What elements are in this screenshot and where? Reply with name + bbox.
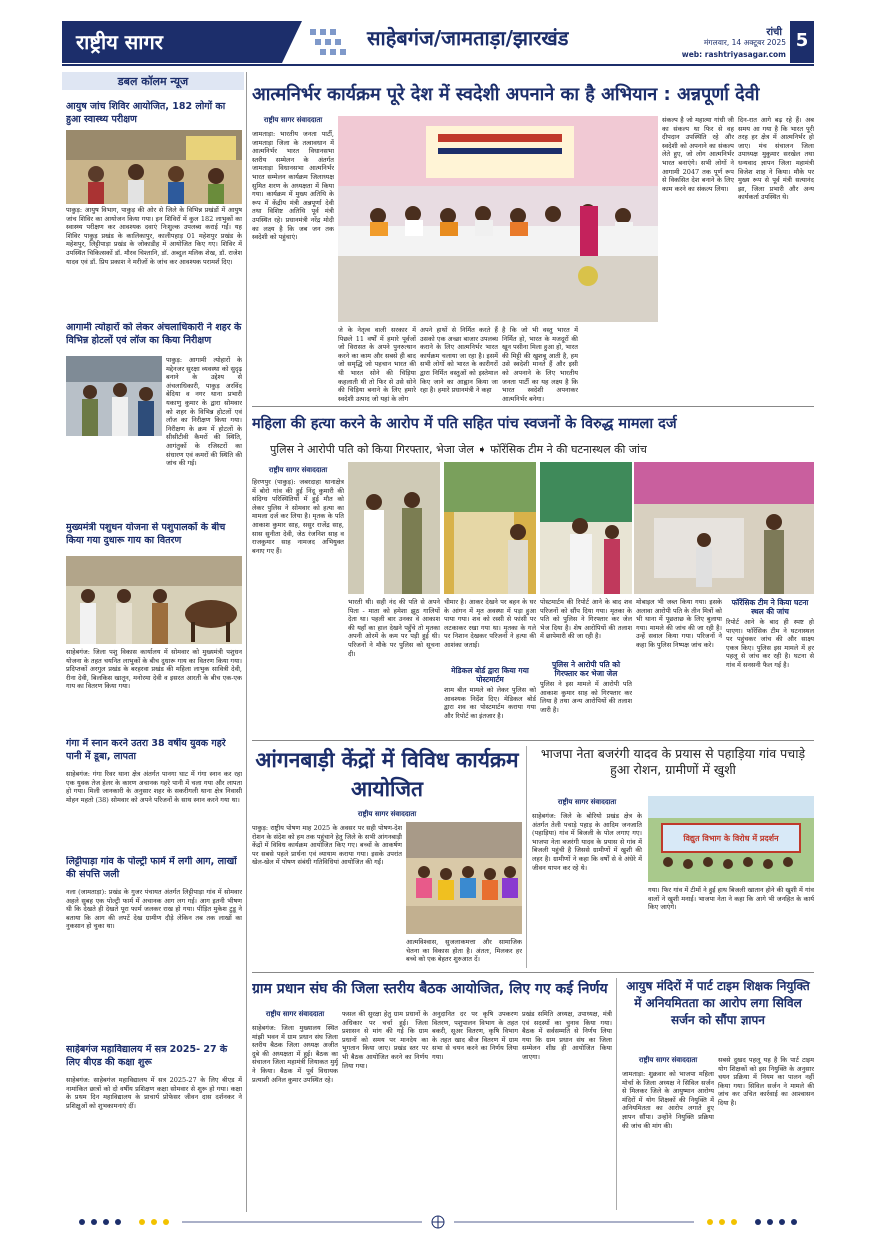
crime-side-2-head: पुलिस ने आरोपी पति को गिरफ्तार कर भेजा जेल — [551, 660, 621, 678]
masthead-date: मंगलवार, 14 अक्टूबर 2025 — [703, 38, 786, 47]
lead-byline: राष्ट्रीय सागर संवाददाता — [263, 116, 323, 124]
crime-byline: राष्ट्रीय सागर संवाददाता — [268, 466, 328, 474]
bjp-byline: राष्ट्रीय सागर संवाददाता — [557, 798, 617, 806]
ayush-col-1: जामताड़ा: शुक्रवार को भाजपा महिला मोर्चा के जिला अध्यक्ष ने सिविल सर्जन से मिलकर जिले के आयुष्मान आरोग्य मंदिरों में योग शिक्षकों की नियुक्ति में अनियमितता का आरोप लगाते हुए ज्ञापन सौंपा। उन्होंने नियुक्ति प्रक्रिया की जांच की मांग की। — [622, 1070, 714, 1130]
gram-byline: राष्ट्रीय सागर संवाददाता — [265, 1010, 325, 1018]
bjp-photo-banner: विद्युत विभाग के विरोध में प्रदर्शन — [683, 834, 779, 843]
ayush-camp-photo — [66, 130, 242, 204]
masthead-rule — [62, 64, 814, 66]
left-headline-3[interactable]: मुख्यमंत्री पशुधन योजना से पशुपालकों के बीच किया गया दुधारू गाय का वितरण — [66, 522, 226, 546]
brand-name[interactable]: राष्ट्रीय सागर — [76, 30, 163, 54]
masthead-city: रांची — [766, 27, 782, 38]
crime-side-1: शाम बीत मामले को लेकर पुलिस को आवश्यक निर्देश दिए। मेडिकल बोर्ड द्वारा शव का पोस्टमार्टम कराया गया और रिपोर्ट का इंतजार है। — [444, 686, 536, 720]
dot-pattern-graphic — [262, 21, 382, 63]
anganwadi-headline[interactable]: आंगनबाड़ी केंद्रों में विविध कार्यक्रम आयोजित — [255, 748, 519, 801]
anganwadi-caption: आत्मविश्वास, सुजलाकमत्ता और सामाजिक चेतना का विकास होता है। अंततः, मिलकर हर बच्चे को एक बेहतर शुरुआत दें। — [406, 938, 522, 964]
footer-bar — [62, 1214, 814, 1230]
lead-col-5: संकल्प है जो महात्मा गांधी जी का संकल्प था फिर से वह दीपदान उपस्थिति रहे और स्वदेशी को अपनाने का संकल्प लेते हुए, जो लोग आत्मनिर्भर भारत बनाएंगे। सभी लोगों ने आगामी 2047 तक पूर्ण रूप से विकसित देश बनाने के लिए काम करने का संकल्प लिया। — [662, 116, 734, 193]
left-headline-6[interactable]: साहेबगंज महाविद्यालय में सत्र 2025- 27 के लिए बीएड की कक्षा शुरू — [66, 1044, 228, 1068]
crime-col-4: पोस्टमार्टम की रिपोर्ट आने के बाद शव परिजनों को सौंप दिया गया। मृतका के पति को पुलिस ने गिरफ्तार कर जेल भेज दिया है। शेष आरोपियों की तलाश में छापेमारी की जा रही है। — [540, 598, 632, 641]
crime-side-1-head: मेडिकल बोर्ड द्वारा किया गया पोस्टमार्टम — [451, 666, 529, 684]
double-column-label: डबल कॉलम न्यूज — [117, 75, 189, 88]
left-story-4-body: साहेबगंज: गंगा रिवर थाना क्षेत्र अंतर्गत पानगा घाट में गंगा स्नान कर रहा एक युवक तेज हेलर के कारण अचानक गहरे पानी में चला गया और लापता हो गया। मिली जानकारी के अनुसार शहर के सकरीगली थाना क्षेत्र निवासी मोहन महतो (38) सोमवार को अपने परिजनों के साथ स्नान करने गया था। — [66, 770, 242, 804]
crime-subhead: पुलिस ने आरोपी पति को किया गिरफ्तार, भेजा जेल ➧ फॉरेंसिक टीम ने की घटनास्थल की जांच — [270, 443, 647, 456]
ayush-col-2: सबसे दुखद पहलू यह है कि पार्ट टाइम योग शिक्षकों को इस नियुक्ति के अनुसार चयन प्रक्रिया में नियम का पालन नहीं किया गया। सिविल सर्जन ने मामले की जांच कर उचित कार्रवाई का आश्वासन दिया है। — [718, 1056, 814, 1107]
crime-scene-photo-3 — [634, 462, 814, 594]
lead-event-photo — [338, 116, 658, 322]
left-story-3-body: साहेबगंज: जिला पशु विकास कार्यालय में सोमवार को मुख्यमंत्री पशुधन योजना के तहत चयनित लाभुकों के बीच दुधारू गाय का वितरण किया गया। प्रदिप्तकों अरगुल प्रखंड के बरहरवा प्रखंड की महिला लाभुक सावित्री देवी, रीना देवी, बिलकिस खातून, मनोरमा देवी व इसरत आरती के बीच एक-एक गाय का वितरण किया गया। — [66, 648, 242, 691]
anganwadi-byline: राष्ट्रीय सागर संवाददाता — [357, 810, 417, 818]
gram-col-2: फसल की सुरक्षा हेतु ग्राम प्रधानों के अधिकार पर चर्चा हुई। जिला प्रशासन से मांग की गई कि ग्राम प्रधानों को समय पर मानदेय का भुगतान किया जाए। प्रखंड स्तर पर भी बैठक आयोजित करने का निर्णय लिया गया। — [342, 1010, 428, 1070]
lead-bottom-rule — [252, 406, 814, 407]
gram-col-4: प्रखंड समिति अध्यक्ष, उपाध्यक्ष, मंत्री एवं सदस्यों का चुनाव किया गया। बैठक में सर्वसम्मति से निर्णय लिया गया कि ग्राम प्रधान संघ का जिला सम्मेलन शीघ्र ही आयोजित किया जाएगा। — [522, 1010, 612, 1061]
section-title: साहेबगंज/जामताड़ा/झारखंड — [367, 26, 569, 50]
footer-dots-graphic — [62, 1214, 814, 1230]
left-story-6-body: साहेबगंज: साहेबगंज महाविद्यालय में सत्र 2025-27 के लिए बीएड में नामांकित छात्रों को दो वर्षीय प्रशिक्षण कक्षा सोमवार से शुरू हो गया। कक्षा के प्रथम दिन महाविद्यालय के प्राचार्य प्रोफेसर जीवन दास दर्शनकर ने प्रशिक्षुओं को शुभकामनाएं दीं। — [66, 1076, 242, 1110]
left-headline-2[interactable]: आगामी त्योहारों को लेकर अंचलाधिकारी ने शहर के विभिन्न होटलों एवं लॉज का किया निरीक्षण — [66, 322, 242, 346]
crime-col-2: भारती थी। सही नंद की पति से अपने पिता - माता को हमेशा झूठ गालियों देता था। पहली बार उनका वे आकाश की यहाँ का हाल देखने पहुँचे तो मृतका अपनी ओरमें के कम पर पड़ी हुई थी। परिजनों ने मौके पर पुलिस को सूचना दी। — [348, 598, 440, 658]
mid-bottom-rule — [252, 972, 814, 973]
lead-headline[interactable]: आत्मनिर्भर कार्यक्रम पूरे देश में स्वदेशी अपनाने का है अभियान : अन्नपूर्णा देवी — [252, 84, 760, 105]
left-story-2-body: पाकुड़: आगामी त्योहारों के मद्देनजर सुरक्षा व्यवस्था को सुदृढ़ बनाने के उद्देश्य से अंचलाधिकारी, पाकुड़ अरविंद बेदिया व नगर थाना प्रभारी यकाणु कुमार के द्वारा सोमवार को शहर के विभिन्न होटलों एवं लॉज का निरीक्षण किया गया। निरीक्षण के क्रम में होटलों के सीसीटीवी कैमरों की स्थिति, आगंतुकों के रजिस्टरों का संधारण एवं कमरों की स्थिति की जांच की गई। — [166, 356, 242, 468]
lead-col-4: है कि जो भी वस्तु भारत में निर्मित हो, भारत के मजदूरों की खून पसीना मिला हुआ हो, भारत की मिट्टी की खुशबू आती है, हम उसे स्वदेशी मानते हैं और इसी को अपनाने के लिए भारतीय जनता पार्टी का यह लक्ष्य है कि भारत स्वदेशी अपनाकर आत्मनिर्भर बनेगा। — [502, 326, 578, 402]
crime-col-1: हिरणपुर (पाकुड़): जबरदाहा थानाक्षेत्र में बोरो गांव की हुई निंदू कुमारी की संदिग्ध परिस्थितियों में हुई मौत को लेकर पुलिस ने सोमवार को हत्या का मामला दर्ज कर लिया है। मृतक के पति आकाश कुमार साह, ससुर राजेंद्र साह, सास सुनीता देवी, जेठ रंजनिश साह व राजकुमार साह नामजद अभियुक्त बनाए गए हैं। — [252, 478, 344, 555]
crime-side-2: पुलिस ने इस मामले में आरोपी पति आकाश कुमार साह को गिरफ्तार कर लिया है तथा अन्य आरोपियों की तलाश जारी है। — [540, 680, 632, 714]
bjp-body: साहेबगंज: जिले के बोरियो प्रखंड क्षेत्र के अंतर्गत तेली पचाड़े पहाड़ के आदिम जनजाति (पहाड़िया) गांव में बिजली के पोल लगाए गए। भाजपा नेता बजरंगी यादव के प्रयास से गांव में बिजली पहुंची है जिससे ग्रामीणों में खुशी की लहर है। ग्रामीणों ने कहा कि वर्षों से वे अंधेरे में जीवन यापन कर रहे थे। — [532, 812, 642, 872]
left-story-1-body: पाकुड़: आयुष विभाग, पाकुड़ की ओर से जिले के विभिन्न प्रखंडों में आयुष जांच शिविर का आयोजन किया गया। इन शिविरों में कुल 182 लाभुकों का स्वास्थ्य परीक्षण कर आवश्यक दवाएं निःशुल्क उपलब्ध कराई गईं। यह शिविर पाकुड़ प्रखंड के कालिकापुर, कालीपहाड़ 01 महेशपुर प्रखंड के महेशपुर, लिट्टीपाड़ा प्रखंड के जोकाडीह में आयोजित किए गए। शिविर में उपस्थित चिकित्सकों डॉ. मौरव चिश्तानि, डॉ. अब्दुल मलिक शेख, डॉ. राजेश यादव एवं डॉ. प्रिय प्रकाश ने मरीजों के जांच कर आवश्यक परामर्श दिए। — [66, 206, 242, 266]
crime-scene-photo-1 — [444, 462, 536, 594]
ayush-byline: राष्ट्रीय सागर संवाददाता — [638, 1056, 698, 1064]
cow-distribution-photo — [66, 556, 242, 644]
crime-col-6-head: फॉरेंसिक टीम ने किया घटना स्थल की जांच — [731, 598, 809, 616]
crime-col-6: रिपोर्ट आने के बाद ही स्पष्ट हो पाएगा। फॉरेंसिक टीम ने घटनास्थल पर पहुंचकर जांच की और साक्ष्य एकत्र किए। पुलिस इस मामले में हर पहलू से जांच कर रही है। घटना से गांव में सनसनी फैल गई है। — [726, 618, 814, 669]
bjp-body-2: गया। फिर गांव में टीमों ने हुई हाथ बिजली खातान होने की खुशी में गांव वालों ने खुशी मनाई। भाजपा नेता ने कहा कि आगे भी जनहित के कार्य किए जाएंगे। — [648, 886, 814, 912]
lead-col-6: दिन-रात आगे बढ़ रहे हैं। अब समय आ गया है कि भारत पूरी तरह हर क्षेत्र में आत्मनिर्भर हो जाए। मंच संचालन जिला उपाध्यक्ष मुकुमार सरखेल तथा धन्यवाद ज्ञापन जिला महामंत्री विजेश शाह ने किया। मौके पर मुख्य रूप से पूर्व मंत्री सत्यानंद झा, जिला प्रभारी और अन्य कार्यकर्ता उपस्थित थे। — [738, 116, 814, 202]
left-headline-1[interactable]: आयुष जांच शिविर आयोजित, 182 लोगों का हुआ स्वास्थ्य परीक्षण — [66, 101, 226, 125]
left-headline-4[interactable]: गंगा में स्नान करने उतरा 38 वर्षीय युवक गहरे पानी में डूबा, लापता — [66, 738, 226, 762]
page-number: 5 — [795, 30, 809, 51]
crime-col-3: चीमार है। आकर देखने पर बहन के घर के आंगन में मृत अवस्था में पड़ा हुआ पाया गया। शव को रस्सी से फांसी पर लटकाकर रखा गया था। मृतका के गले पर निशान देखकर परिजनों ने हत्या की आशंका जताई। — [444, 598, 536, 649]
gram-divider — [616, 978, 617, 1210]
gram-col-1: साहेबगंज: जिला मुख्यालय स्थित मांझी भवन में ग्राम प्रधान संघ जिला स्तरीय बैठक जिला अध्यक्ष अजीत दुबे की अध्यक्षता में हुई। बैठक का संचालन जिला महामंत्री लियाकत मुर्मू ने किया। बैठक में पूर्व विधायक प्रत्याशी अनिल कुमार उपस्थित रहे। — [252, 1024, 338, 1084]
left-story-5-body: नला (जामताड़ा): प्रखंड के गुजर पंचायत अंतर्गत लिट्टीपाड़ा गांव में सोमवार अहले सुबह एक पोल्ट्री फार्म में अचानक आग लग गई। आग इतनी भीषण थी कि देखते ही देखते पूरा फार्म जलकर राख हो गया। पीड़ित मुकेश टुडू ने बताया कि आग की लपटें देख ग्रामीण दौड़े लेकिन तब तक लाखों का नुकसान हो चुका था। — [66, 888, 242, 931]
masthead-web[interactable]: web: rashtriyasagar.com — [681, 50, 786, 59]
crime-scene-photo-2 — [540, 462, 632, 594]
crime-arrest-photo — [348, 462, 440, 594]
bjp-headline[interactable]: भाजपा नेता बजरंगी यादव के प्रयास से पहाड़िया गांव पचाड़े हुआ रोशन, ग्रामीणों में खुशी — [540, 746, 806, 777]
column-divider — [246, 72, 247, 1212]
lead-col-1: जामताड़ा: भारतीय जनता पार्टी, जामताड़ा जिला के तत्वावधान में आत्मनिर्भर भारत विधानसभा स्तरीय सम्मेलन के अंतर्गत जामताड़ा विधानसभा आत्मनिर्भर भारत सम्मेलन कार्यक्रम जिलाध्यक्ष सुमित शरण के अध्यक्षता में किया गया। कार्यक्रम में मुख्य अतिथि के रूप में केंद्रीय मंत्री अन्नपूर्णा देवी तथा विशिष्ट अतिथि पूर्व मंत्री उपस्थित रहे। प्रधानमंत्री नरेंद्र मोदी का लक्ष्य है कि जब जन तक स्वदेशी को पहुंचाएं। — [252, 130, 334, 242]
gram-col-3: अनुदानित दर पर कृषि उपकरण वितरण, पशुपालन विभाग के तहत बकरी, सूअर वितरण, कृषि विभाग के तहत खाद बीज वितरण में ग्राम सभा से चयन करने का निर्णय लिया गया। — [432, 1010, 518, 1061]
anganwadi-col-1: पाकुड़: राष्ट्रीय पोषण माह 2025 के अवसर पर सही पोषण-देश रोशन के संदेश को हम तक पहुंचाने हेतु जिले के सभी आंगनबाड़ी केंद्रों में विविध कार्यक्रम आयोजित किए गए। बच्चों के आकर्षण पर सबसे पहले प्रार्थना एवं व्यायाम कराया गया। इसके उपरांत खेल-खेल में पोषण संबंधी गतिविधियां आयोजित की गईं। — [252, 824, 402, 867]
anganwadi-photo — [406, 822, 522, 934]
gram-headline[interactable]: ग्राम प्रधान संघ की जिला स्तरीय बैठक आयोजित, लिए गए कई निर्णय — [252, 981, 608, 997]
anganwadi-divider — [526, 746, 527, 968]
crime-bottom-rule — [252, 740, 814, 741]
inspection-photo — [66, 356, 162, 436]
crime-headline[interactable]: महिला की हत्या करने के आरोप में पति सहित पांच स्वजनों के विरुद्ध मामला दर्ज — [252, 416, 677, 432]
left-headline-5[interactable]: लिट्टीपाड़ा गांव के पोल्ट्री फार्म में लगी आग, लाखों की संपत्ति जली — [66, 856, 237, 880]
lead-col-3: अपने हाथों से निर्मित करते हैं उसको एक अच्छा बाजार उपलब्ध कराने के लिए आत्मनिर्भर भारत कार्यक्रम चलाया जा रहा है। इसमें सभी लोगों को भारत के कारीगरों द्वारा निर्मित वस्तुओं को इस्तेमाल किए जाने का आह्वान किया जा रहा है। हमारे प्रधानमंत्री ने कहा — [420, 326, 498, 395]
crime-col-5: मोबाइल भी जब्त किया गया। इसके अलावा आरोपी पति के तीन मित्रों को भी थाना में पूछताछ के लिए बुलाया गया। मामले की जांच की जा रही है। उन्हें सवाल किया गया। परिजनों ने कहा कि पुलिस निष्पक्ष जांच करे। — [636, 598, 722, 649]
ayush-headline[interactable]: आयुष मंदिरों में पार्ट टाइम शिक्षक नियुक्ति में अनियमितता का आरोप लगा सिविल सर्जन को सौंपा ज्ञापन — [626, 979, 810, 1027]
lead-col-2: जे के नेतृत्व वाली सरकार में पिछले 11 वर्षों में हमारे पूर्वजों जो विरासत के अपने पुनरुत्थान करने का काम और सबसे ही बाद जो समृद्धि जो पहचान भारत की थी भारत सोने की चिड़िया कहलाती थी तो फिर से उसे सोने की चिड़िया बनाने के लिए हमारे स्वदेशी उत्पाद जो यहां के लोग — [338, 326, 416, 402]
masthead — [62, 18, 814, 66]
